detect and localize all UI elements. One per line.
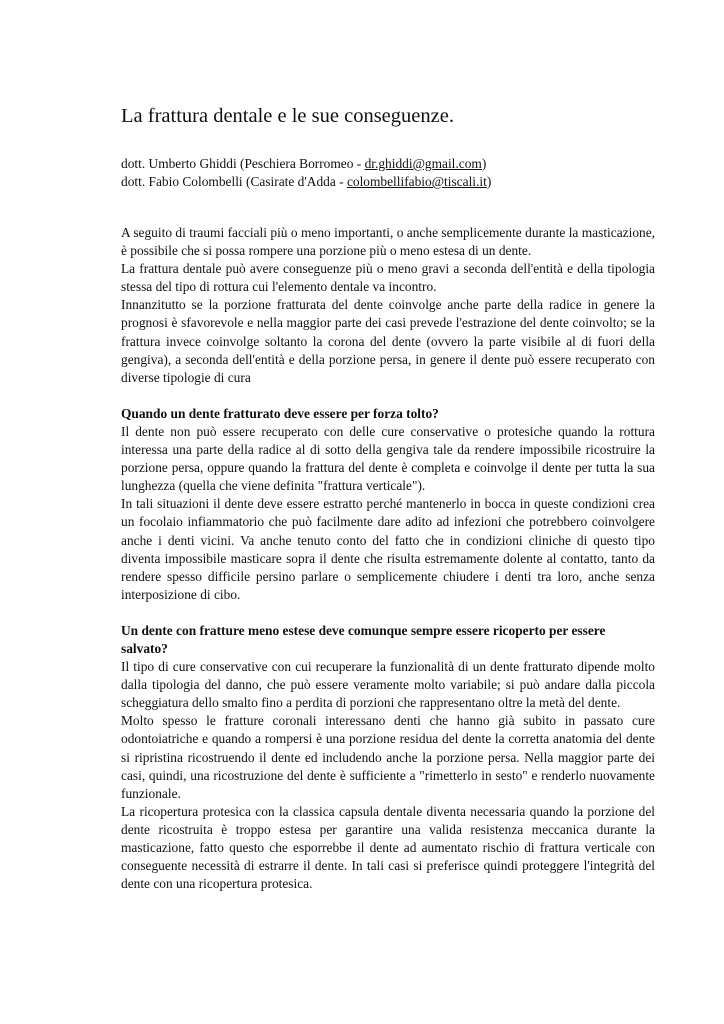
intro-paragraph-3: Innanzitutto se la porzione fratturata del dente coinvolge anche parte della radice in genere la prognosi è sfavorevole e nella maggior parte dei casi prevede l'estrazione del dente coinvolto; se la frattura invece coinvolge soltanto la corona del dente (ovvero la parte visibile al di fuori della gengiva), a seconda dell'entità e della porzione persa, in genere il dente può essere recuperato con diverse tipologie di cura (121, 297, 655, 385)
section-2-paragraph-3: La ricopertura protesica con la classica capsula dentale diventa necessaria quando la porzione del dente ricostruita è troppo estesa per garantire una valida resistenza meccanica durante la masticazione, fatto questo che esporrebbe il dente ad aumentato rischio di frattura verticale con conseguente necessità di estrarre il dente. In tali casi si preferisce quindi proteggere l'integrità del dente con una ricopertura protesica. (121, 803, 655, 892)
section-1-heading: Quando un dente fratturato deve essere per forza tolto? (121, 405, 439, 421)
author-1-close: ) (481, 156, 487, 171)
section-1-paragraph-2: In tali situazioni il dente deve essere estratto perché mantenerlo in bocca in queste condizioni crea un focolaio infiammatorio che può facilmente dare adito ad infezioni che potrebbero coinvolgere anche i denti vicini. Va anche tenuto conto del fatto che in condizioni cliniche di questo tipo diventa impossibile masticare sopra il dente che risulta estremamente dolente al contatto, tanto da rendere spesso difficile persino parlare o semplicemente chiudere i denti tra loro, anche senza interposizione di cibo. (121, 496, 655, 602)
author-1-email-link[interactable]: dr.ghiddi@gmail.com (364, 156, 482, 171)
section-spacer (121, 604, 655, 622)
document-title: La frattura dentale e le sue conseguenze. (121, 105, 454, 127)
section-1-paragraph-1: Il dente non può essere recuperato con delle cure conservative o protesiche quando la rottura interessa una parte della radice al di sotto della gengiva tale da rendere impossibile ricostruire la porzione persa, oppure quando la frattura del dente è completa e coinvolge il dente per tutta la sua lunghezza (quella che viene definita "frattura verticale"). (121, 423, 655, 494)
author-2-email-link[interactable]: colombellifabio@tiscali.it (346, 174, 487, 189)
intro-paragraph-2: La frattura dentale può avere conseguenze più o meno gravi a seconda dell'entità e della tipologia stessa del tipo di rottura cui l'elemento dentale va incontro. (121, 261, 655, 295)
section-spacer (121, 387, 655, 405)
section-2-paragraph-1: Il tipo di cure conservative con cui recuperare la funzionalità di un dente fratturato dipende molto dalla tipologia del danno, che può essere veramente molto variabile; si può andare dalla piccola scheggiatura dello smalto fino a perdita di porzioni che rappresentano oltre la metà del dente. (121, 659, 655, 711)
section-2-paragraph-2: Molto spesso le fratture coronali interessano denti che hanno già subito in passato cure odontoiatriche e quando a rompersi è una porzione residua del dente la corretta anatomia del dente si ripristina ricostruendo il dente ed includendo anche la porzione persa. Nella maggior parte dei casi, quindi, una ricostruzione del dente è sufficiente a "rimetterlo in sesto" e renderlo nuovamente funzionale. (121, 713, 655, 801)
document-page (121, 103, 655, 893)
author-2-close: ) (486, 174, 492, 189)
author-line-1 (121, 155, 655, 173)
author-line-2 (121, 173, 655, 191)
author-1-name: dott. Umberto Ghiddi (Peschiera Borromeo - (121, 156, 365, 171)
section-2-heading: Un dente con fratture meno estese deve comunque sempre essere ricoperto per essere salvato? (121, 622, 606, 656)
intro-paragraph-1: A seguito di traumi facciali più o meno importanti, o anche semplicemente durante la masticazione, è possibile che si possa rompere una porzione più o meno estesa di un dente. (121, 225, 655, 259)
author-2-name: dott. Fabio Colombelli (Casirate d'Adda - (121, 174, 347, 189)
authors-block (121, 155, 655, 191)
